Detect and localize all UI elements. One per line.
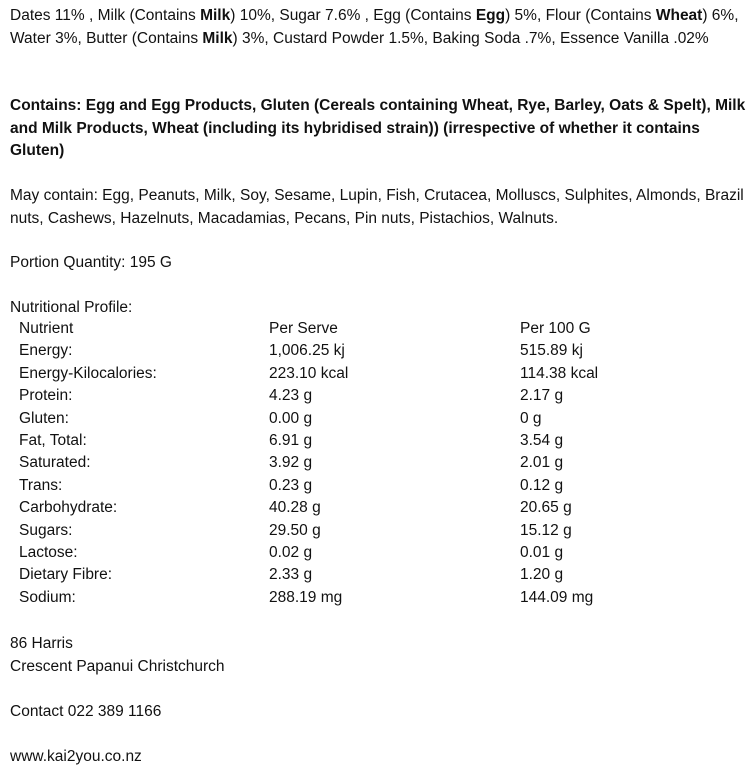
column-header-nutrient: Nutrient (19, 320, 74, 337)
allergen-highlight: Milk (202, 29, 233, 47)
allergen-highlight: Wheat (655, 7, 703, 24)
per-100g-value: 144.09 mg (520, 588, 594, 606)
per-serve-value: 0.00 g (269, 409, 313, 427)
per-serve-value: 40.28 g (269, 499, 321, 517)
per-serve-value: 6.91 g (269, 432, 313, 450)
nutrient-name: Fat, Total: (19, 432, 87, 450)
nutrient-name: Protein: (19, 387, 73, 405)
table-row (19, 452, 720, 474)
allergen-contains-statement: Contains: Egg and Egg Products, Gluten (Cereals containing Wheat, Rye, Barley, Oats & Spelt), Milk and Milk Products, Wheat (including its hybridised strain)) (irrespective of whether it contains Gluten) (10, 97, 746, 159)
table-row (19, 363, 720, 385)
nutrition-table (19, 318, 720, 609)
per-100g-value: 1.20 g (520, 566, 564, 584)
table-row (19, 385, 720, 407)
nutrition-header-row (19, 318, 720, 340)
table-row (19, 564, 720, 586)
per-serve-value: 223.10 kcal (269, 364, 349, 382)
nutrient-name: Gluten: (19, 409, 69, 427)
ingredients-text: Dates 11% , Milk (Contains (10, 7, 201, 24)
per-100g-value: 515.89 kj (520, 342, 583, 360)
table-row (19, 475, 720, 497)
table-row (19, 542, 720, 564)
per-100g-value: 3.54 g (520, 432, 564, 450)
nutrient-name: Lactose: (19, 544, 78, 562)
allergen-highlight: Milk (200, 7, 231, 24)
per-serve-value: 29.50 g (269, 521, 321, 539)
ingredients-text: ) 5%, Flour (Contains (505, 7, 656, 24)
per-100g-value: 15.12 g (520, 521, 572, 539)
allergen-highlight: Egg (475, 7, 506, 24)
column-header-per-100g: Per 100 G (520, 320, 591, 337)
per-100g-value: 2.17 g (520, 387, 564, 405)
table-row (19, 340, 720, 362)
contact-phone: Contact 022 389 1166 (10, 703, 162, 720)
address-line-1: 86 Harris (10, 635, 73, 652)
table-row (19, 520, 720, 542)
table-row (19, 587, 720, 609)
nutrient-name: Trans: (19, 476, 63, 494)
business-address (10, 633, 746, 678)
website-url: www.kai2you.co.nz (10, 748, 142, 765)
nutrient-name: Carbohydrate: (19, 499, 118, 517)
nutrient-name: Energy: (19, 342, 73, 360)
address-line-2: Crescent Papanui Christchurch (10, 657, 225, 675)
per-serve-value: 0.02 g (269, 544, 313, 562)
nutrient-name: Sugars: (19, 521, 73, 539)
column-header-per-serve: Per Serve (269, 320, 338, 337)
per-100g-value: 114.38 kcal (520, 364, 599, 382)
table-row (19, 408, 720, 430)
nutrient-name: Sodium: (19, 588, 76, 606)
ingredients-text: ) 10%, Sugar 7.6% , Egg (Contains (230, 7, 476, 24)
per-100g-value: 0.12 g (520, 476, 564, 494)
nutrient-name: Energy-Kilocalories: (19, 364, 157, 382)
per-100g-value: 2.01 g (520, 454, 564, 472)
per-serve-value: 0.23 g (269, 476, 313, 494)
per-100g-value: 20.65 g (520, 499, 572, 517)
portion-quantity: Portion Quantity: 195 G (10, 254, 172, 271)
per-serve-value: 4.23 g (269, 387, 313, 405)
per-serve-value: 288.19 mg (269, 588, 343, 606)
nutrition-heading: Nutritional Profile: (10, 299, 133, 316)
per-serve-value: 1,006.25 kj (269, 342, 345, 360)
ingredients-text: ) 6%, Water 3%, Butter (Contains (10, 7, 739, 47)
nutrient-name: Dietary Fibre: (19, 566, 113, 584)
ingredients-list (10, 5, 746, 50)
ingredients-text: ) 3%, Custard Powder 1.5%, Baking Soda .7%, Essence Vanilla .02% (232, 29, 709, 47)
per-serve-value: 2.33 g (269, 566, 313, 584)
per-100g-value: 0.01 g (520, 544, 564, 562)
per-100g-value: 0 g (520, 409, 542, 427)
per-serve-value: 3.92 g (269, 454, 313, 472)
table-row (19, 430, 720, 452)
may-contain-statement: May contain: Egg, Peanuts, Milk, Soy, Sesame, Lupin, Fish, Crutacea, Molluscs, Sulphites, Almonds, Brazil nuts, Cashews, Hazelnuts, Macadamias, Pecans, Pin nuts, Pistachios, Walnuts. (10, 187, 744, 227)
table-row (19, 497, 720, 519)
nutrient-name: Saturated: (19, 454, 91, 472)
